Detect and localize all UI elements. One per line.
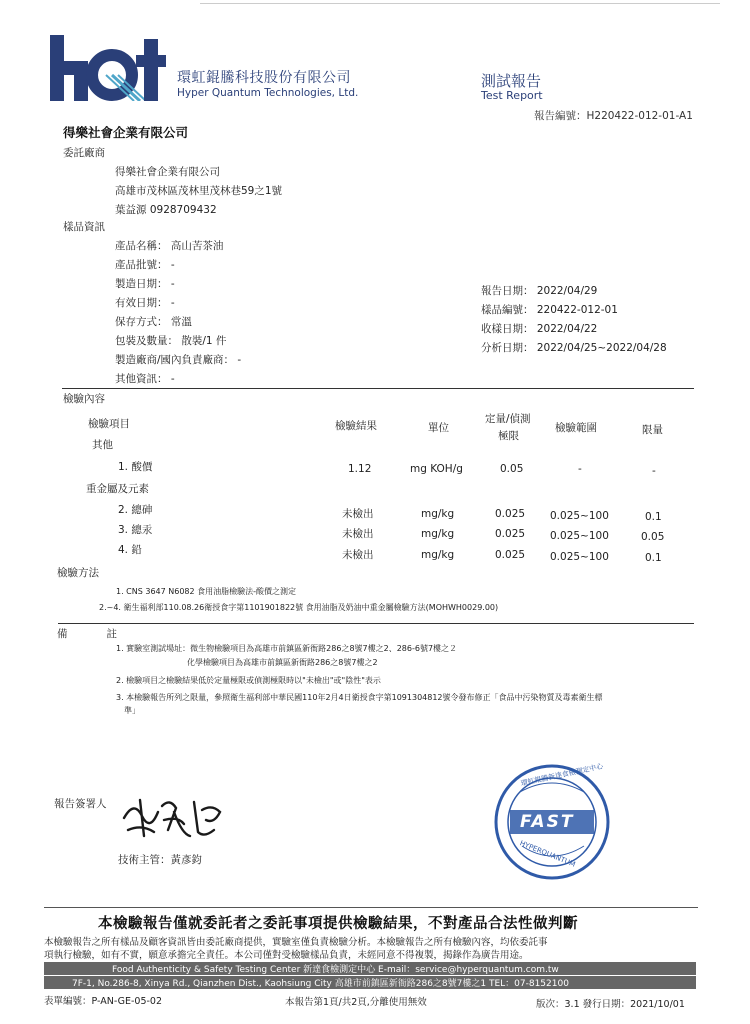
sample-field: 保存方式： 常溫	[115, 316, 192, 328]
row-item: 4. 鉛	[118, 544, 142, 556]
row-item: 3. 總汞	[118, 524, 153, 536]
company-name-en: Hyper Quantum Technologies, Ltd.	[177, 87, 359, 99]
sample-section-label: 樣品資訊	[63, 221, 105, 233]
note-line: 準」	[124, 706, 140, 715]
method-section-label: 檢驗方法	[57, 567, 99, 579]
row-unit: mg/kg	[421, 528, 455, 540]
row-result: 未檢出	[342, 549, 374, 561]
client-name: 得樂社會企業有限公司	[63, 125, 189, 140]
row-unit: mg/kg	[421, 549, 455, 561]
sample-field: 包裝及數量： 散裝/1 件	[115, 335, 227, 347]
row-result: 1.12	[348, 463, 372, 475]
stamp-text-bottom: HYPERQUANTUM	[518, 839, 577, 869]
form-number: 表單編號：P-AN-GE-05-02	[44, 996, 163, 1007]
divider	[62, 388, 694, 389]
row-lod: 0.05	[500, 463, 524, 475]
stamp-text-top: 環虹錕騰新達食檢測定中心	[520, 762, 604, 788]
row-lod: 0.025	[495, 528, 526, 540]
sample-field: 產品批號： -	[115, 259, 175, 271]
row-range: 0.025~100	[550, 530, 609, 542]
col-header-range: 檢驗範圍	[555, 422, 597, 434]
footer-address-bar	[44, 976, 696, 989]
method-line: 2.~4. 衛生福利部110.08.26衛授食字第1101901822號 食用油脂及奶油中重金屬檢驗方法(MOHWH0029.00)	[99, 603, 499, 612]
row-lod: 0.025	[495, 508, 526, 520]
client-line: 得樂社會企業有限公司	[115, 166, 220, 178]
group-label: 重金屬及元素	[86, 483, 149, 495]
footer-contact-bar	[44, 962, 696, 975]
hqt-logo	[50, 35, 168, 101]
report-title-en: Test Report	[481, 89, 543, 102]
content-section-label: 檢驗內容	[63, 393, 105, 405]
analysis-date: 分析日期： 2022/04/25~2022/04/28	[481, 342, 667, 354]
notes-section-label: 備 註	[57, 628, 123, 640]
report-number: 報告編號：H220422-012-01-A1	[534, 110, 693, 122]
row-unit: mg KOH/g	[410, 463, 463, 475]
row-limit: 0.1	[645, 511, 662, 523]
note-line: 化學檢驗項目為高雄市前鎮區新衙路286之8號7樓之2	[187, 658, 378, 667]
row-limit: -	[652, 465, 656, 477]
row-limit: 0.05	[641, 531, 665, 543]
contact-line: Food Authenticity & Safety Testing Center 新達食檢測定中心 E-mail：service@hyperquantum.com.tw	[112, 965, 559, 975]
client-section-label: 委託廠商	[63, 147, 105, 159]
footer-divider	[44, 907, 698, 908]
receive-date: 收樣日期： 2022/04/22	[481, 323, 598, 335]
version-info: 版次：3.1 發行日期：2021/10/01	[536, 999, 685, 1010]
group-label: 其他	[92, 439, 113, 451]
row-range: 0.025~100	[550, 551, 609, 563]
sample-field: 產品名稱： 高山苦茶油	[115, 240, 224, 252]
footer-text-line: 項執行檢驗，如有不實，願意承擔完全責任。本公司僅對受檢驗樣品負責，未經同意不得複製，揭錄作為廣告用途。	[44, 950, 529, 961]
signer-label: 報告簽署人	[54, 798, 107, 810]
col-header-result: 檢驗結果	[335, 420, 377, 432]
page-info: 本報告第1頁/共2頁,分離使用無效	[285, 997, 427, 1008]
sample-field: 有效日期： -	[115, 297, 175, 309]
note-line: 2. 檢驗項目之檢驗結果低於定量極限或偵測極限時以"未檢出"或"陰性"表示	[116, 676, 381, 685]
company-name-cn: 環虹錕騰科技股份有限公司	[177, 70, 351, 86]
handwritten-signature	[118, 790, 228, 844]
disclaimer: 本檢驗報告僅就委託者之委託事項提供檢驗結果，不對產品合法性做判斷	[98, 916, 578, 932]
row-unit: mg/kg	[421, 508, 455, 520]
row-result: 未檢出	[342, 508, 374, 520]
sample-field: 製造日期： -	[115, 278, 175, 290]
note-line: 3. 本檢驗報告所列之限量，參照衛生福利部中華民國110年2月4日衛授食字第1091304812號令發布修正「食品中污染物質及毒素衛生標	[116, 693, 603, 702]
row-lod: 0.025	[495, 549, 526, 561]
client-line: 高雄市茂林區茂林里茂林巷59之1號	[115, 185, 283, 197]
divider	[58, 623, 694, 624]
col-header-unit: 單位	[428, 422, 449, 434]
row-range: 0.025~100	[550, 510, 609, 522]
note-line: 1. 實驗室測試場址：微生物檢驗項目為高雄市前鎮區新衙路286之8號7樓之2、286-6號7樓之２	[116, 644, 458, 653]
row-item: 1. 酸價	[118, 461, 153, 473]
sample-number: 樣品編號： 220422-012-01	[481, 304, 618, 316]
col-header-lod: 定量/偵測	[485, 413, 531, 425]
sample-field: 其他資訊： -	[115, 373, 175, 385]
address-line: 7F-1, No.286-8, Xinya Rd., Qianzhen Dist., Kaohsiung City 高雄市前鎮區新衙路286之8號7樓之1 TEL：07-8152100	[72, 979, 569, 989]
method-line: 1. CNS 3647 N6082 食用油脂檢驗法-酸價之測定	[116, 587, 297, 596]
stamp-text-mid: FAST	[520, 812, 575, 832]
top-rule	[200, 3, 720, 4]
col-header-lod-2: 極限	[498, 430, 519, 442]
col-header-limit: 限量	[642, 424, 663, 436]
footer-text-line: 本檢驗報告之所有樣品及顧客資訊皆由委託廠商提供，實驗室僅負責檢驗分析。本檢驗報告之所有檢驗內容，均依委託事	[44, 937, 548, 948]
row-range: -	[578, 463, 582, 475]
signer-name: 技術主管：黃彥鈞	[118, 854, 202, 866]
report-title-cn: 測試報告	[481, 72, 542, 90]
col-header-item: 檢驗項目	[88, 418, 130, 430]
row-item: 2. 總砷	[118, 504, 153, 516]
report-date: 報告日期： 2022/04/29	[481, 285, 598, 297]
row-limit: 0.1	[645, 552, 662, 564]
client-line: 葉益源 0928709432	[115, 204, 217, 216]
sample-field: 製造廠商/國內負責廠商： -	[115, 354, 242, 366]
row-result: 未檢出	[342, 528, 374, 540]
